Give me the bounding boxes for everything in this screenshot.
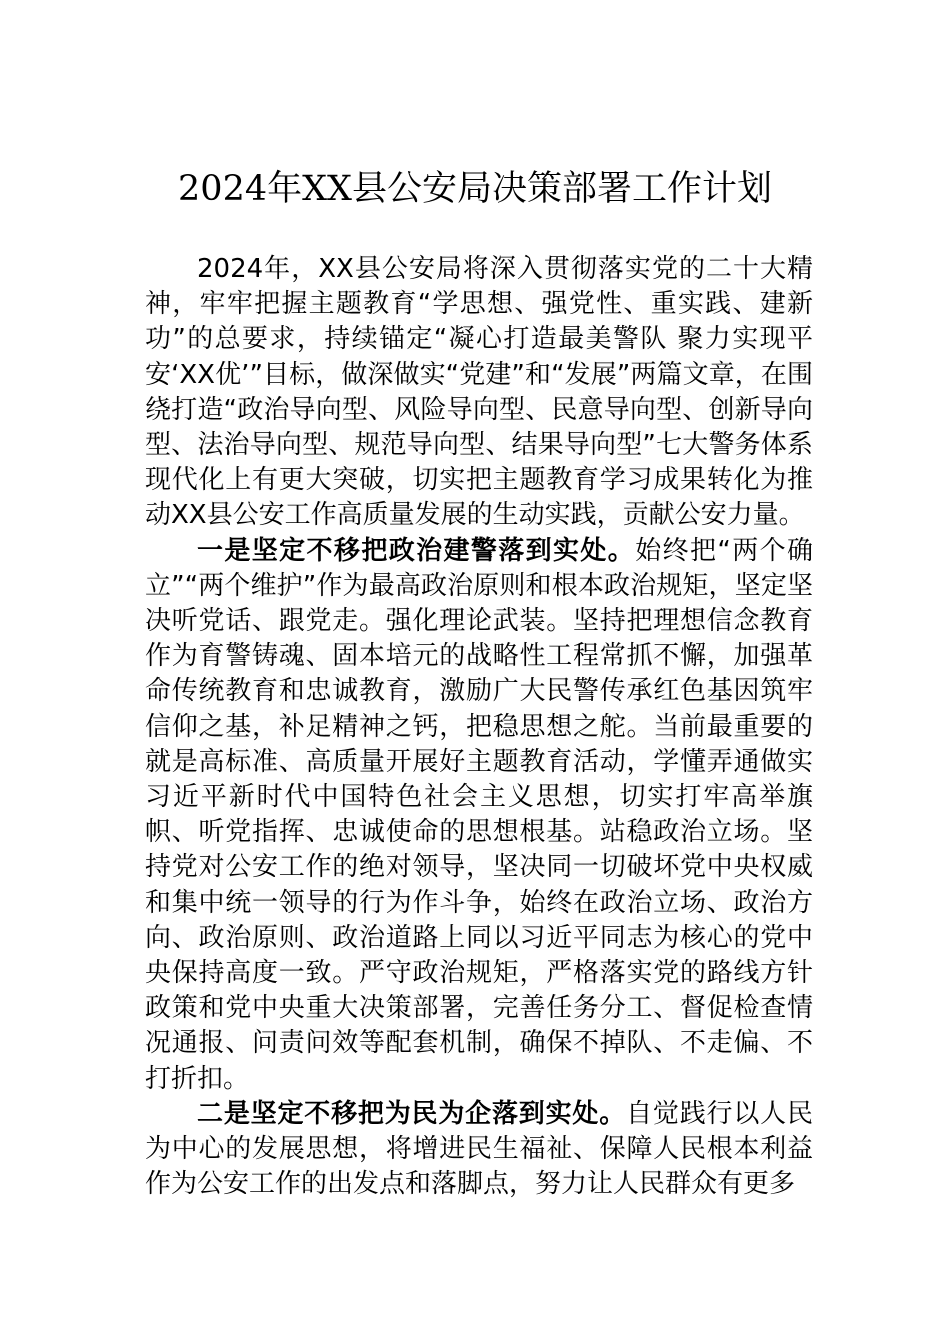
paragraph-political-text: 始终把“两个确立”“两个维护”作为最高政治原则和根本政治规矩，坚定坚决听党话、跟党走。强化理论武装。坚持把理想信念教育作为育警铸魂、固本培元的战略性工程常抓不懈，加强革命传统教育和忠诚教育，激励广大民警传承红色基因筑牢信仰之基，补足精神之钙，把稳思想之舵。当前最重要的就是高标准、高质量开展好主题教育活动，学懂弄通做实习近平新时代中国特色社会主义思想，切实打牢高举旗帜、听党指挥、忠诚使命的思想根基。站稳政治立场。坚持党对公安工作的绝对领导，坚决同一切破坏党中央权威和集中统一领导的行为作斗争，始终在政治立场、政治方向、政治原则、政治道路上同以习近平同志为核心的党中央保持高度一致。严守政治规矩，严格落实党的路线方针政策和党中央重大决策部署，完善任务分工、督促检查情况通报、问责问效等配套机制，确保不掉队、不走偏、不打折扣。: [145, 535, 813, 1094]
paragraph-intro-text: 2024年，XX县公安局将深入贯彻落实党的二十大精神，牢牢把握主题教育“学思想、强党性、重实践、建新功”的总要求，持续锚定“凝心打造最美警队 聚力实现平安‘XX优’”目标，做深做实“党建”和“发展”两篇文章，在围绕打造“政治导向型、风险导向型、民意导向型、创新导向型、法治导向型、规范导向型、结果导向型”七大警务体系现代化上有更大突破，切实把主题教育学习成果转化为推动XX县公安工作高质量发展的生动实践，贡献公安力量。: [145, 254, 813, 531]
paragraph-political: [145, 534, 813, 1097]
document-body: [145, 252, 813, 1202]
paragraph-people-text: 自觉践行以人民为中心的发展思想，将增进民生福祉、保障人民根本利益作为公安工作的出发点和落脚点，努力让人民群众有更多: [145, 1098, 813, 1200]
document-title: 2024年XX县公安局决策部署工作计划: [178, 169, 772, 209]
paragraph-political-heading: 一是坚定不移把政治建警落到实处。: [197, 535, 636, 566]
paragraph-people-heading: 二是坚定不移把为民为企落到实处。: [197, 1098, 627, 1129]
paragraph-intro: [145, 252, 813, 534]
paragraph-people: [145, 1097, 813, 1203]
